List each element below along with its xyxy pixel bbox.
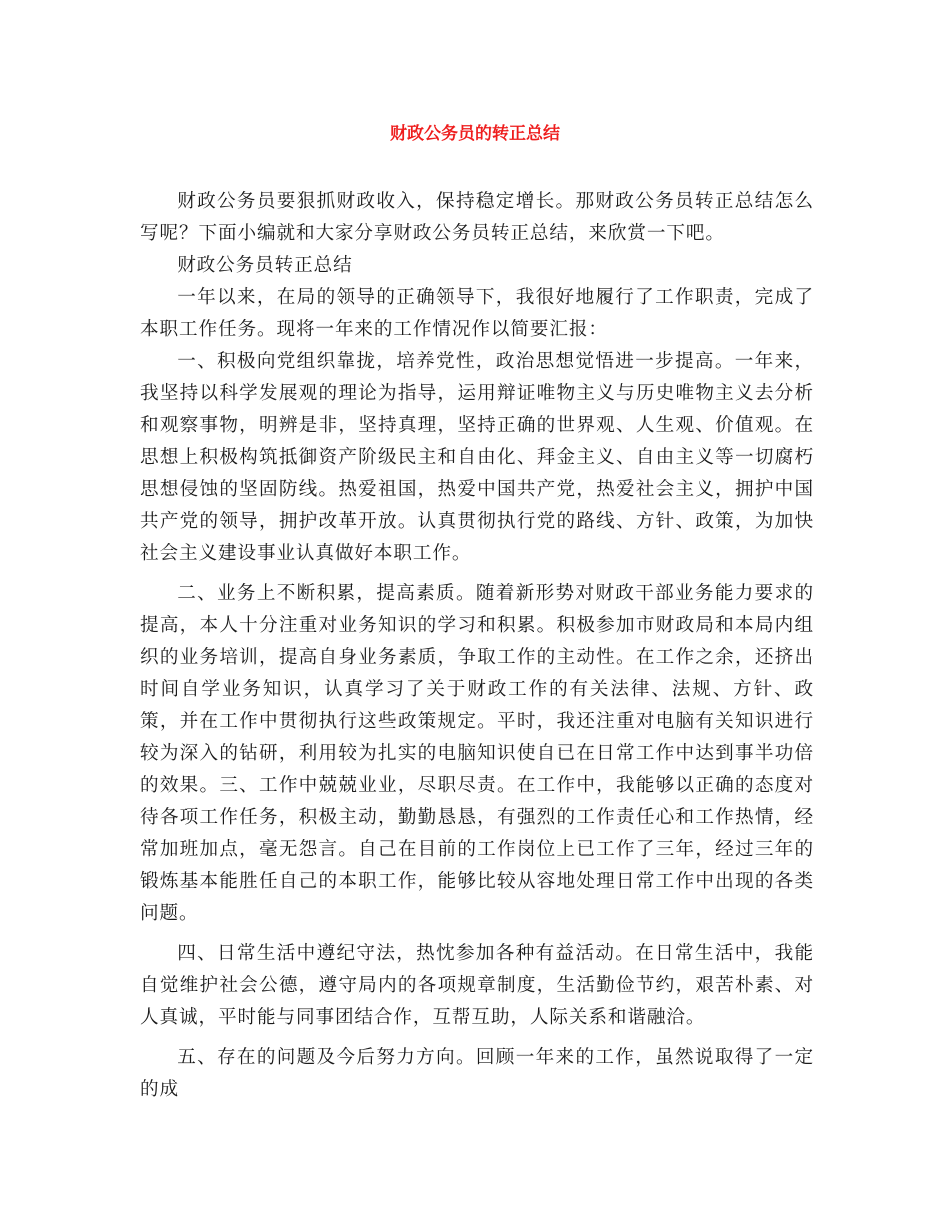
opening-paragraph: 一年以来，在局的领导的正确领导下，我很好地履行了工作职责，完成了本职工作任务。现将一年来的工作情况作以简要汇报：: [140, 287, 814, 340]
subtitle-paragraph: 财政公务员转正总结: [177, 255, 353, 276]
section-one-paragraph: 一、积极向党组织靠拢，培养党性，政治思想觉悟进一步提高。一年来，我坚持以科学发展观的理论为指导，运用辩证唯物主义与历史唯物主义去分析和观察事物，明辨是非，坚持真理，坚持正确的世界观、人生观、价值观。在思想上积极构筑抵御资产阶级民主和自由化、拜金主义、自由主义等一切腐朽思想侵蚀的坚固防线。热爱祖国，热爱中国共产党，热爱社会主义，拥护中国共产党的领导，拥护改革开放。认真贯彻执行党的路线、方针、政策，为加快社会主义建设事业认真做好本职工作。: [140, 351, 814, 564]
section-five-paragraph: 五、存在的问题及今后努力方向。回顾一年来的工作，虽然说取得了一定的成: [140, 1047, 814, 1100]
intro-paragraph: 财政公务员要狠抓财政收入，保持稳定增长。那财政公务员转正总结怎么写呢？下面小编就和大家分享财政公务员转正总结，来欣赏一下吧。: [140, 191, 814, 244]
section-two-paragraph: 二、业务上不断积累，提高素质。随着新形势对财政干部业务能力要求的提高，本人十分注重对业务知识的学习和积累。积极参加市财政局和本局内组织的业务培训，提高自身业务素质，争取工作的主动性。在工作之余，还挤出时间自学业务知识，认真学习了关于财政工作的有关法律、法规、方针、政策，并在工作中贯彻执行这些政策规定。平时，我还注重对电脑有关知识进行较为深入的钻研，利用较为扎实的电脑知识使自已在日常工作中达到事半功倍的效果。三、工作中兢兢业业，尽职尽责。在工作中，我能够以正确的态度对待各项工作任务，积极主动，勤勤恳恳，有强烈的工作责任心和工作热情，经常加班加点，毫无怨言。自己在目前的工作岗位上已工作了三年，经过三年的锻炼基本能胜任自己的本职工作，能够比较从容地处理日常工作中出现的各类问题。: [140, 583, 814, 924]
section-four-paragraph: 四、日常生活中遵纪守法，热忱参加各种有益活动。在日常生活中，我能自觉维护社会公德，遵守局内的各项规章制度，生活勤俭节约，艰苦朴素、对人真诚，平时能与同事团结合作，互帮互助，人际关系和谐融洽。: [140, 943, 814, 1028]
document-title: 财政公务员的转正总结: [390, 124, 560, 144]
document-body: [140, 186, 814, 1106]
